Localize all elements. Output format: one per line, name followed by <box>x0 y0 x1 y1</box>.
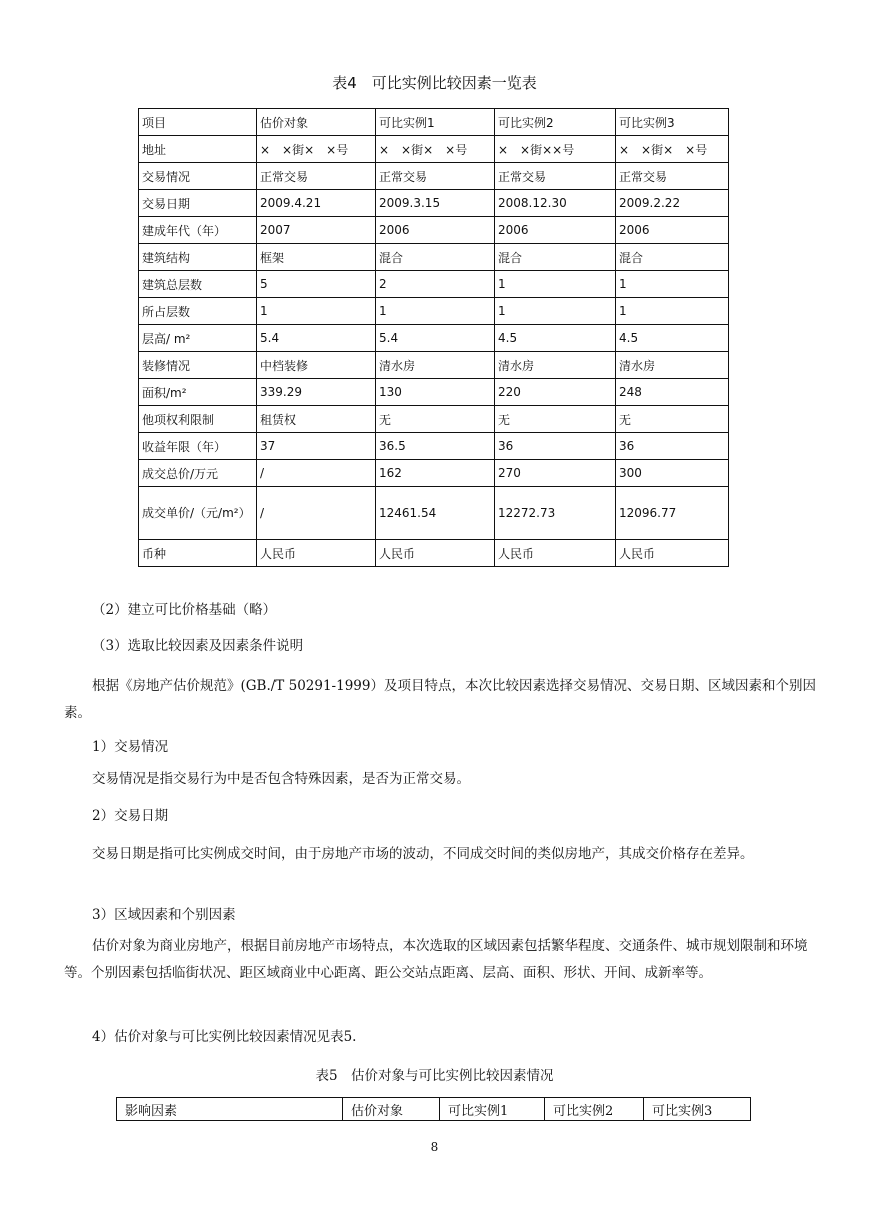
table-cell: 2006 <box>616 217 729 244</box>
paragraph-transaction-date: 交易日期是指可比实例成交时间，由于房地产市场的波动，不同成交时间的类似房地产，其成交价格存在差异。 <box>92 846 754 862</box>
table-row <box>139 379 729 406</box>
table-cell: 人民币 <box>495 540 616 567</box>
table-cell: 300 <box>616 460 729 487</box>
table-cell: × ×街× ×号 <box>376 136 495 163</box>
table-row <box>139 298 729 325</box>
table-cell: 248 <box>616 379 729 406</box>
table-cell: 混合 <box>495 244 616 271</box>
table-cell: 5.4 <box>257 325 376 352</box>
table-cell: 正常交易 <box>495 163 616 190</box>
table-cell: 4.5 <box>616 325 729 352</box>
table-row <box>139 217 729 244</box>
heading-transaction-date: 2）交易日期 <box>92 808 169 824</box>
table-cell: 混合 <box>376 244 495 271</box>
table-cell: 可比实例2 <box>495 109 616 136</box>
table4-title: 表4 可比实例比较因素一览表 <box>332 74 537 92</box>
row-label-cell: 装修情况 <box>139 352 257 379</box>
table-cell: 1 <box>616 271 729 298</box>
table-cell: 1 <box>495 298 616 325</box>
row-label-cell: 面积/m² <box>139 379 257 406</box>
paragraph-transaction-situation: 交易情况是指交易行为中是否包含特殊因素，是否为正常交易。 <box>92 771 470 787</box>
table5-header-row <box>117 1098 751 1121</box>
table-cell: 36 <box>616 433 729 460</box>
page-number: 8 <box>430 1140 439 1154</box>
row-label-cell: 建筑总层数 <box>139 271 257 298</box>
table5-header-cell: 估价对象 <box>343 1098 440 1121</box>
table-row <box>139 352 729 379</box>
table-cell: 130 <box>376 379 495 406</box>
table-cell: 1 <box>495 271 616 298</box>
table-cell: 租赁权 <box>257 406 376 433</box>
table-cell: × ×街××号 <box>495 136 616 163</box>
table-cell: 5 <box>257 271 376 298</box>
table-cell: 36 <box>495 433 616 460</box>
table-row <box>139 163 729 190</box>
table-cell: × ×街× ×号 <box>616 136 729 163</box>
table-cell: 5.4 <box>376 325 495 352</box>
row-label-cell: 建筑结构 <box>139 244 257 271</box>
table-cell: 37 <box>257 433 376 460</box>
table-cell: 1 <box>616 298 729 325</box>
table-cell: 4.5 <box>495 325 616 352</box>
table-cell: 2 <box>376 271 495 298</box>
table-cell: 正常交易 <box>376 163 495 190</box>
table-cell: 估价对象 <box>257 109 376 136</box>
table-cell: 2009.3.15 <box>376 190 495 217</box>
row-label-cell: 他项权利限制 <box>139 406 257 433</box>
table5-header <box>116 1097 751 1121</box>
table-row <box>139 136 729 163</box>
table-row <box>139 325 729 352</box>
table-cell: 正常交易 <box>616 163 729 190</box>
table-cell: 2009.4.21 <box>257 190 376 217</box>
table-cell: 可比实例3 <box>616 109 729 136</box>
table5-title: 表5 估价对象与可比实例比较因素情况 <box>315 1068 554 1084</box>
row-label-cell: 建成年代（年） <box>139 217 257 244</box>
table-cell: 可比实例1 <box>376 109 495 136</box>
table-cell: 无 <box>376 406 495 433</box>
table-cell: 2006 <box>376 217 495 244</box>
table-row <box>139 109 729 136</box>
table-cell: 人民币 <box>257 540 376 567</box>
table-cell: 162 <box>376 460 495 487</box>
table-row <box>139 244 729 271</box>
table-cell: 无 <box>616 406 729 433</box>
row-label-cell: 成交单价/（元/m²） <box>139 487 257 540</box>
table-cell: 2007 <box>257 217 376 244</box>
table-row <box>139 487 729 540</box>
row-label-cell: 交易日期 <box>139 190 257 217</box>
comparison-factors-table <box>138 108 729 567</box>
table-row <box>139 406 729 433</box>
table-cell: 中档装修 <box>257 352 376 379</box>
row-label-cell: 成交总价/万元 <box>139 460 257 487</box>
heading-transaction-situation: 1）交易情况 <box>92 739 169 755</box>
table-cell: 人民币 <box>376 540 495 567</box>
table5-header-cell: 可比实例1 <box>440 1098 545 1121</box>
heading-comparison-summary: 4）估价对象与可比实例比较因素情况见表5. <box>92 1029 357 1045</box>
table5-header-cell: 可比实例2 <box>545 1098 644 1121</box>
table-cell: 339.29 <box>257 379 376 406</box>
row-label-cell: 收益年限（年） <box>139 433 257 460</box>
table-cell: 正常交易 <box>257 163 376 190</box>
table-row <box>139 433 729 460</box>
table-cell: 2006 <box>495 217 616 244</box>
table5-header-cell: 影响因素 <box>117 1098 343 1121</box>
table-cell: 12096.77 <box>616 487 729 540</box>
table-cell: / <box>257 487 376 540</box>
paragraph-step2: （2）建立可比价格基础（略） <box>92 602 277 618</box>
table-cell: 1 <box>257 298 376 325</box>
table-cell: 2009.2.22 <box>616 190 729 217</box>
paragraph-regional-factors: 估价对象为商业房地产，根据目前房地产市场特点，本次选取的区域因素包括繁华程度、交通条件、城市规划限制和环境等。个别因素包括临街状况、距区域商业中心距离、距公交站点距离、层高、面积、形状、开间、成新率等。 <box>64 938 808 981</box>
table-cell: 清水房 <box>376 352 495 379</box>
table-cell: 无 <box>495 406 616 433</box>
table-cell: 220 <box>495 379 616 406</box>
table-cell: 1 <box>376 298 495 325</box>
row-label-cell: 所占层数 <box>139 298 257 325</box>
table-cell: 270 <box>495 460 616 487</box>
table-cell: 12461.54 <box>376 487 495 540</box>
table-cell: 2008.12.30 <box>495 190 616 217</box>
table-cell: 混合 <box>616 244 729 271</box>
table-cell: 框架 <box>257 244 376 271</box>
table-row <box>139 460 729 487</box>
table-cell: / <box>257 460 376 487</box>
paragraph-step3: （3）选取比较因素及因素条件说明 <box>92 638 304 654</box>
row-label-cell: 币种 <box>139 540 257 567</box>
row-label-cell: 地址 <box>139 136 257 163</box>
row-label-cell: 交易情况 <box>139 163 257 190</box>
table5-header-cell: 可比实例3 <box>644 1098 751 1121</box>
row-label-cell: 层高/ m² <box>139 325 257 352</box>
heading-regional-factors: 3）区域因素和个别因素 <box>92 907 236 923</box>
paragraph-basis: 根据《房地产估价规范》(GB./T 50291-1999）及项目特点，本次比较因素选择交易情况、交易日期、区域因素和个别因素。 <box>64 678 816 721</box>
table-row <box>139 540 729 567</box>
table-cell: 36.5 <box>376 433 495 460</box>
table-cell: 清水房 <box>495 352 616 379</box>
table-row <box>139 271 729 298</box>
table-row <box>139 190 729 217</box>
table-cell: 清水房 <box>616 352 729 379</box>
row-label-cell: 项目 <box>139 109 257 136</box>
table-cell: 12272.73 <box>495 487 616 540</box>
table-cell: × ×街× ×号 <box>257 136 376 163</box>
table-cell: 人民币 <box>616 540 729 567</box>
